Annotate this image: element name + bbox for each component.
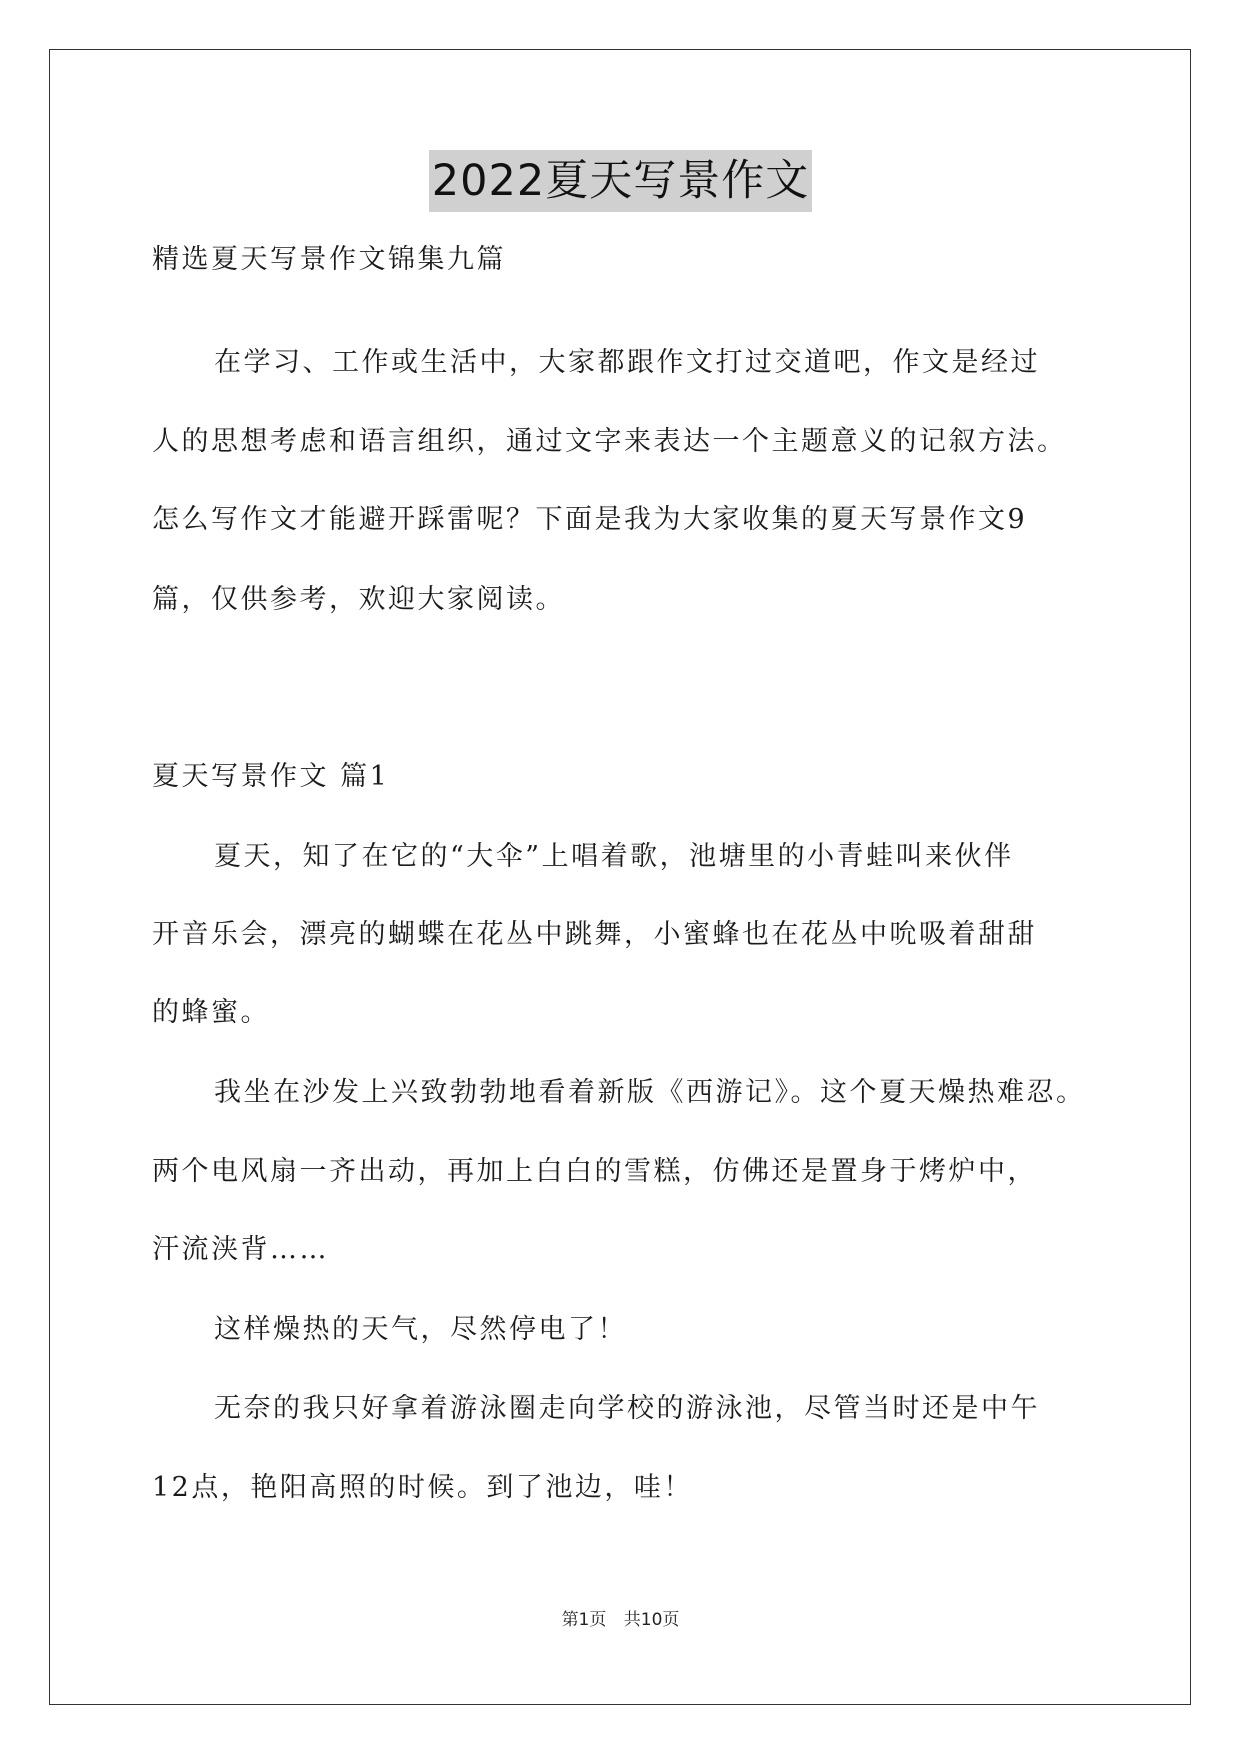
paragraph-line: 12点，艳阳高照的时候。到了池边，哇！ (152, 1472, 693, 1503)
intro-line-4: 篇，仅供参考，欢迎大家阅读。 (152, 584, 565, 615)
subtitle-line: 精选夏天写景作文锦集九篇 (152, 244, 506, 275)
intro-line-1: 在学习、工作或生活中，大家都跟作文打过交道吧，作文是经过 (214, 347, 1040, 378)
paragraph-line: 的蜂蜜。 (152, 997, 270, 1028)
intro-line-2: 人的思想考虑和语言组织，通过文字来表达一个主题意义的记叙方法。 (152, 426, 1067, 457)
page-footer (0, 1605, 1241, 1630)
title-container (0, 150, 1241, 212)
section-heading-1: 夏天写景作文 篇1 (152, 761, 390, 792)
paragraph-line: 开音乐会，漂亮的蝴蝶在花丛中跳舞，小蜜蜂也在花丛中吮吸着甜甜 (152, 919, 1037, 950)
paragraph-line: 无奈的我只好拿着游泳圈走向学校的游泳池，尽管当时还是中午 (214, 1393, 1040, 1424)
page-border (49, 49, 1191, 1705)
paragraph-line: 两个电风扇一齐出动，再加上白白的雪糕，仿佛还是置身于烤炉中， (152, 1156, 1037, 1187)
paragraph-line: 夏天，知了在它的“大伞”上唱着歌，池塘里的小青蛙叫来伙伴 (214, 841, 1014, 872)
page-total: 共10页 (623, 1610, 680, 1630)
intro-line-3: 怎么写作文才能避开踩雷呢？下面是我为大家收集的夏天写景作文9 (152, 504, 1028, 535)
paragraph-line: 这样燥热的天气，尽然停电了！ (214, 1314, 627, 1345)
page-number: 第1页 (561, 1610, 607, 1630)
paragraph-line: 汗流浃背…… (152, 1234, 329, 1265)
document-title: 2022夏天写景作文 (429, 150, 812, 212)
paragraph-line: 我坐在沙发上兴致勃勃地看着新版《西游记》。这个夏天燥热难忍。 (214, 1077, 1086, 1108)
